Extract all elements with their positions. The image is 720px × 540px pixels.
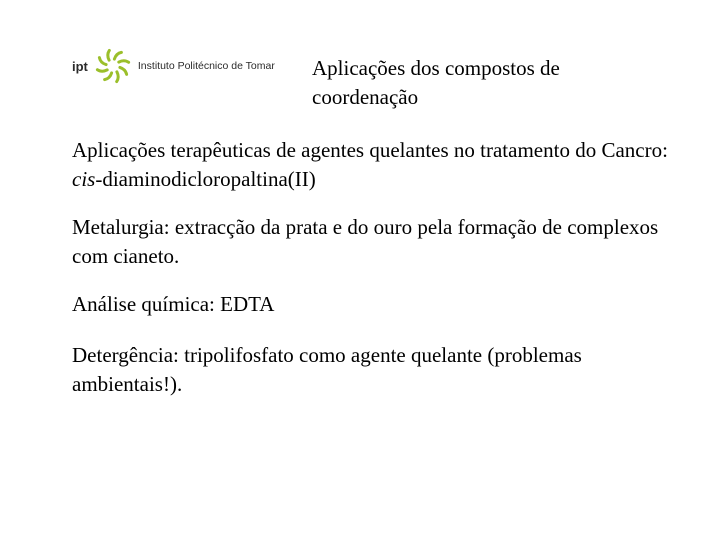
- logo-star-icon: [94, 44, 132, 88]
- logo-spoke: [120, 67, 127, 74]
- logo-abbreviation: ipt: [72, 58, 88, 74]
- logo-spoke: [99, 58, 106, 65]
- institution-logo: [72, 44, 278, 88]
- logo-institution-name: Instituto Politécnico de Tomar: [137, 60, 275, 72]
- logo-spoke: [97, 70, 107, 72]
- list-item-therapeutic: [72, 136, 672, 194]
- logo-spoke: [108, 50, 110, 60]
- logo-spoke: [104, 73, 111, 80]
- list-item-detergency: Detergência: tripolifosfato como agente quelante (problemas ambientais!).: [72, 343, 582, 396]
- item-text: Aplicações terapêuticas de agentes quelantes no tratamento do Cancro:: [72, 138, 668, 162]
- list-item-chemical-analysis: Análise química: EDTA: [72, 292, 275, 316]
- item-italic-text: cis: [72, 167, 96, 191]
- logo-spoke: [117, 72, 119, 82]
- logo-spoke: [119, 61, 129, 63]
- list-item-metallurgy: Metalurgia: extracção da prata e do ouro pela formação de complexos com cianeto.: [72, 215, 659, 268]
- content-list: [72, 136, 672, 418]
- slide-title: Aplicações dos compostos de coordenação: [312, 56, 560, 109]
- logo-spoke: [114, 52, 121, 59]
- item-text-end: -diaminodicloropaltina(II): [95, 167, 316, 191]
